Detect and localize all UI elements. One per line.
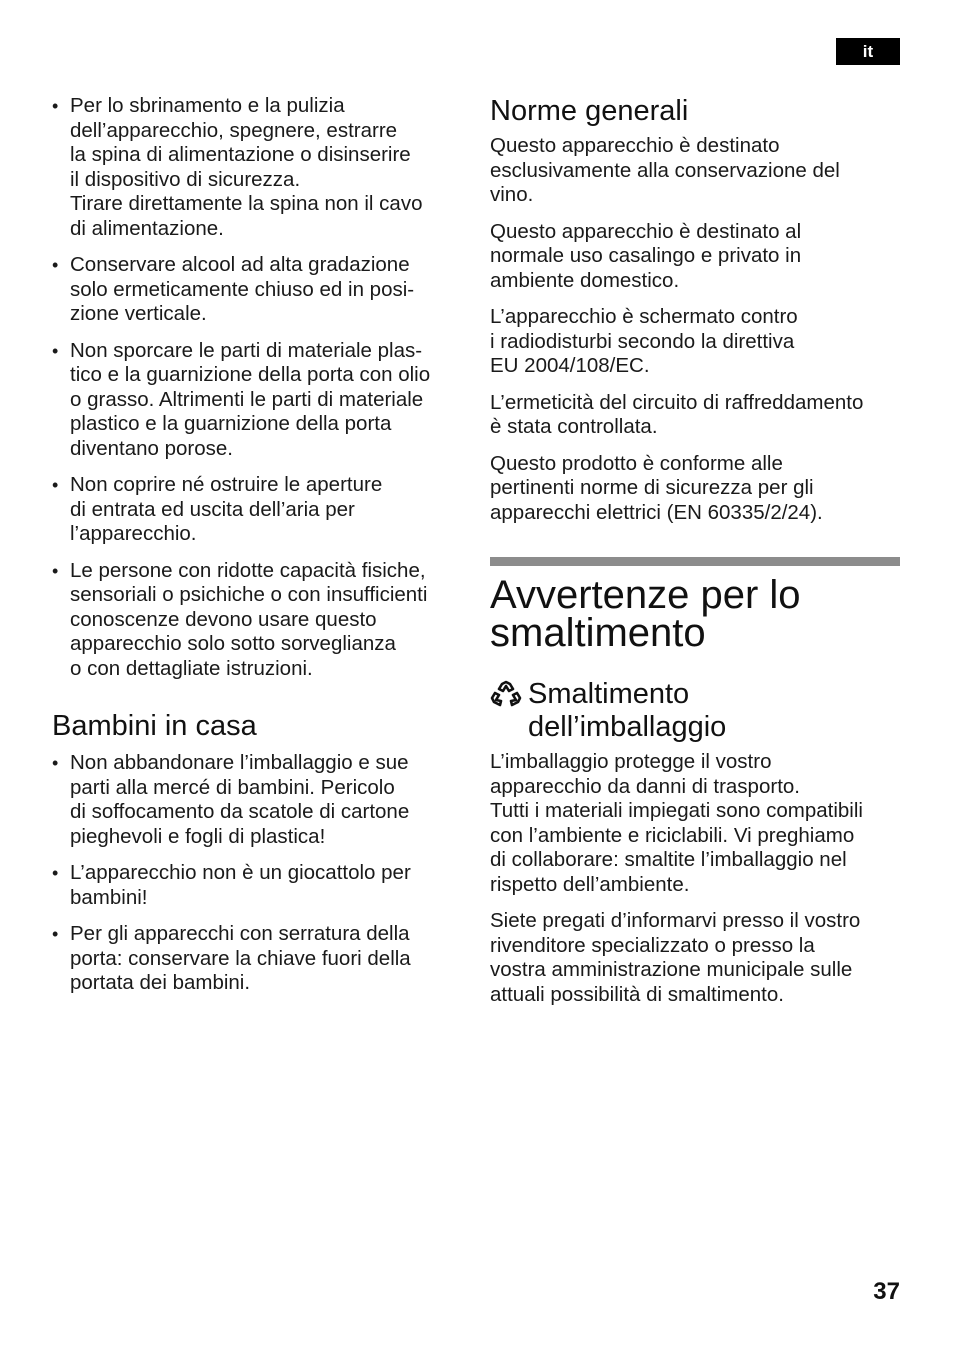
list-item: • Non coprire né ostruire le aperture di entrata ed uscita dell’aria per l’apparecchio. [52, 473, 467, 547]
disposal-title: Avvertenze per lo smaltimento [490, 573, 801, 655]
paragraph: L’ermeticità del circuito di raffreddamento è stata controllata. [490, 390, 864, 438]
paragraph: Questo prodotto è conforme alle pertinenti norme di sicurezza per gli apparecchi elettrici (EN 60335/2/24). [490, 451, 823, 524]
recycle-icon [490, 680, 522, 710]
paragraph: L’imballaggio protegge il vostro apparecchio da danni di trasporto. Tutti i materiali impiegati sono compatibili con l’ambiente e riciclabili. Vi preghiamo di collaborare: smaltite l’imballaggio nel rispetto dell’ambiente. [490, 750, 863, 896]
paragraph: Questo apparecchio è destinato al normale uso casalingo e privato in ambiente domestico. [490, 219, 802, 292]
list-item: • Non sporcare le parti di materiale plas- tico e la guarnizione della porta con olio o grasso. Altrimenti le parti di materiale plastico e la guarnizione della porta diventano porose. [52, 339, 467, 462]
paragraph: L’apparecchio è schermato contro i radiodisturbi secondo la direttiva EU 2004/108/EC. [490, 305, 798, 377]
safety-list [52, 94, 467, 681]
section-divider [490, 557, 900, 566]
list-item: • Le persone con ridotte capacità fisiche, sensoriali o psichiche o con insufficienti conoscenze devono usare questo apparecchio solo sotto sorveglianza o con dettagliate istruzioni. [52, 559, 467, 682]
list-item: • Per lo sbrinamento e la pulizia dell’apparecchio, spegnere, estrarre la spina di alimentazione o disinserire il dispositivo di sicurezza. Tirare direttamente la spina non il cavo di alimentazione. [52, 94, 467, 241]
list-item: • Non abbandonare l’imballaggio e sue parti alla mercé di bambini. Pericolo di soffocamento da scatole di cartone pieghevoli e fogli di plastica! [52, 751, 467, 849]
paragraph: Siete pregati d’informarvi presso il vostro rivenditore specializzato o presso la vostra amministrazione municipale sulle attuali possibilità di smaltimento. [490, 909, 861, 1006]
language-tag: it [836, 38, 900, 65]
children-list [52, 751, 467, 996]
paragraph: Questo apparecchio è destinato esclusivamente alla conservazione del vino. [490, 134, 840, 206]
right-column [490, 94, 900, 1019]
packaging-heading-row [490, 678, 900, 744]
packaging-heading: Smaltimento dell’imballaggio [528, 678, 727, 743]
children-heading: Bambini in casa [52, 710, 257, 742]
general-heading: Norme generali [490, 95, 689, 127]
left-column [52, 94, 467, 1008]
list-item: • Per gli apparecchi con serratura della porta: conservare la chiave fuori della portata dei bambini. [52, 922, 467, 996]
list-item: • Conservare alcool ad alta gradazione solo ermeticamente chiuso ed in posi- zione verticale. [52, 253, 467, 327]
list-item: • L’apparecchio non è un giocattolo per bambini! [52, 861, 467, 910]
page-number: 37 [873, 1278, 900, 1305]
